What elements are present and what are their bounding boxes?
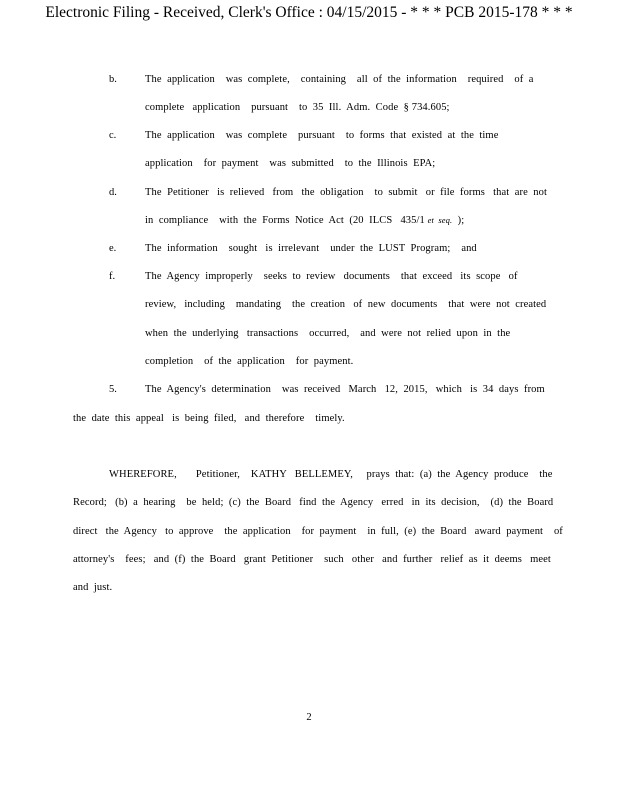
item-label: b.	[109, 74, 117, 85]
item-label: e.	[109, 243, 117, 254]
item-label: d.	[109, 187, 117, 198]
filing-header: Electronic Filing - Received, Clerk's Office : 04/15/2015 - * * * PCB 2015-178 * * *	[45, 4, 573, 21]
wherefore-line: attorney's fees; and (f) the Board grant Petitioner such other and further relief as it deems meet	[73, 554, 551, 565]
item-text-line: The application was complete pursuant to forms that existed at the time	[145, 130, 499, 141]
citation-text: in compliance with the Forms Notice Act (20 ILCS 435/1	[145, 215, 425, 226]
paragraph-text-line: The Agency's determination was received March 12, 2015, which is 34 days from	[145, 384, 545, 395]
item-text-line: when the underlying transactions occurred, and were not relied upon in the	[145, 328, 511, 339]
item-text-line: completion of the application for payment.	[145, 356, 354, 367]
page-number: 2	[306, 712, 312, 723]
wherefore-line: direct the Agency to approve the application for payment in full, (e) the Board award payment of	[73, 526, 563, 537]
item-label: c.	[109, 130, 117, 141]
paragraph-text-line: the date this appeal is being filed, and therefore timely.	[73, 413, 345, 424]
wherefore-line: Record; (b) a hearing be held; (c) the Board find the Agency erred in its decision, (d) the Board	[73, 497, 554, 508]
item-text-line: The Petitioner is relieved from the obligation to submit or file forms that are not	[145, 187, 548, 198]
wherefore-line: WHEREFORE, Petitioner, KATHY BELLEMEY, prays that: (a) the Agency produce the	[109, 469, 553, 480]
item-text-line: review, including mandating the creation of new documents that were not created	[145, 299, 547, 310]
item-label: f.	[109, 271, 116, 282]
paragraph-number: 5.	[109, 384, 117, 395]
item-text-line: complete application pursuant to 35 Ill. Adm. Code § 734.605;	[145, 102, 450, 113]
wherefore-line: and just.	[73, 582, 113, 593]
item-text-line: The Agency improperly seeks to review documents that exceed its scope of	[145, 271, 518, 282]
citation-italic: et seq.	[427, 215, 453, 225]
item-text-line: application for payment was submitted to the Illinois EPA;	[145, 158, 436, 169]
item-text-line: The application was complete, containing all of the information required of a	[145, 74, 534, 85]
citation-tail: );	[452, 215, 465, 226]
item-text-line: The information sought is irrelevant under the LUST Program; and	[145, 243, 477, 254]
item-text-line-with-citation	[145, 215, 464, 226]
